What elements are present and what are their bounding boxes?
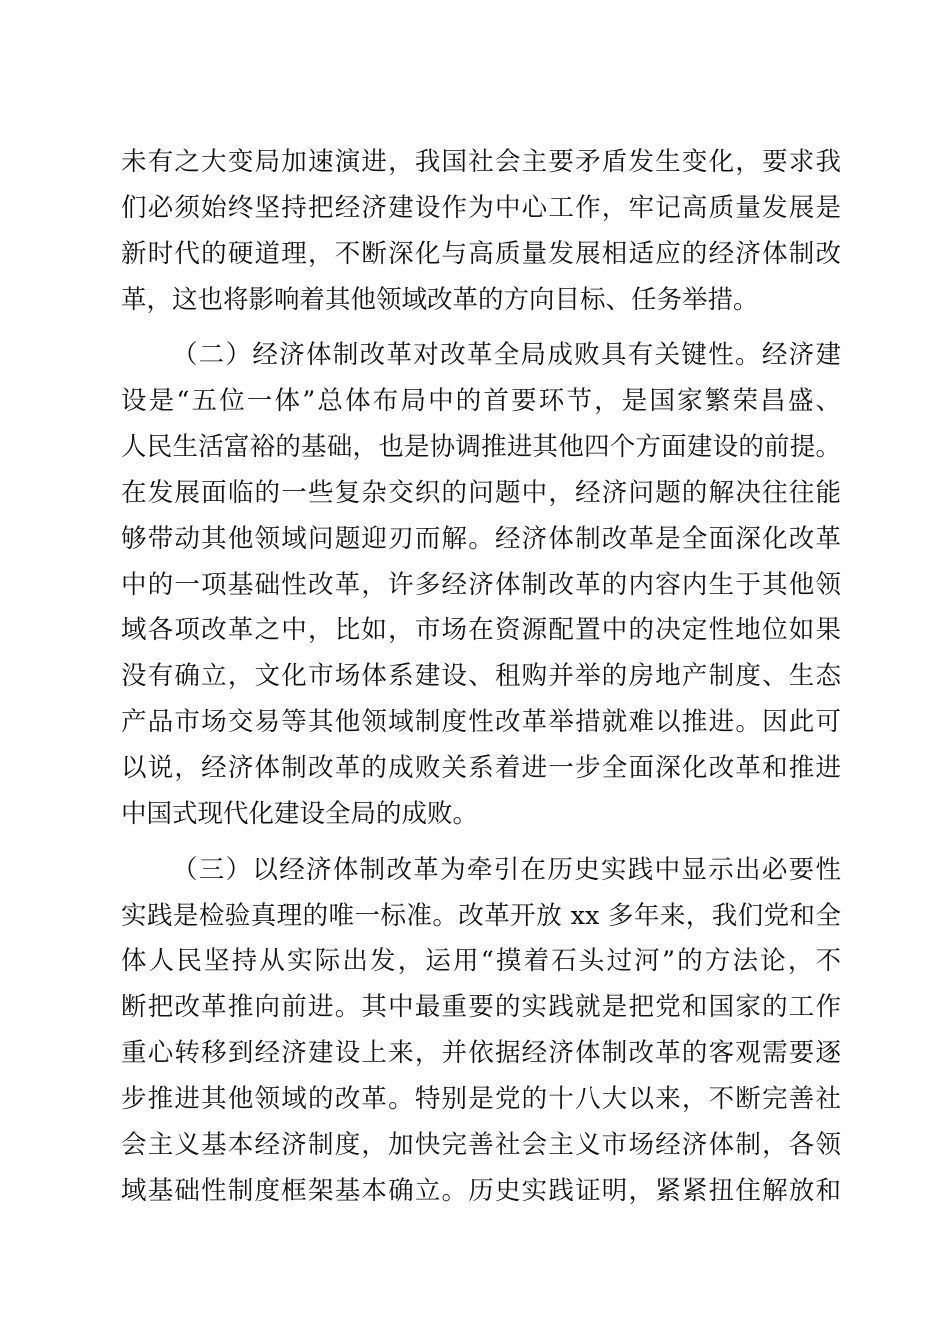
section-heading-line: （三）以经济体制改革为牵引在历史实践中显示出必要性 <box>172 854 841 885</box>
text-line: 没有确立，文化市场体系建设、租购并举的房地产制度、生态 <box>121 661 841 692</box>
text-line: 重心转移到经济建设上来，并依据经济体制改革的客观需要逐 <box>121 1038 841 1069</box>
text-line: 步推进其他领域的改革。特别是党的十八大以来，不断完善社 <box>121 1083 841 1114</box>
text-line: 人民生活富裕的基础，也是协调推进其他四个方面建设的前提。 <box>121 432 841 463</box>
text-line: 够带动其他领域问题迎刃而解。经济体制改革是全面深化改革 <box>121 523 841 554</box>
text-line: 们必须始终坚持把经济建设作为中心工作，牢记高质量发展是 <box>121 192 841 223</box>
text-line: 会主义基本经济制度，加快完善社会主义市场经济体制，各领 <box>121 1129 841 1160</box>
text-line: 新时代的硬道理，不断深化与高质量发展相适应的经济体制改 <box>121 238 841 269</box>
text-line: 设是“五位一体”总体布局中的首要环节，是国家繁荣昌盛、 <box>121 386 841 417</box>
text-line: 未有之大变局加速演进，我国社会主要矛盾发生变化，要求我 <box>121 147 841 177</box>
text-line: 革，这也将影响着其他领域改革的方向目标、任务举措。 <box>121 284 759 315</box>
body-text <box>121 140 841 1214</box>
text-line: 域各项改革之中，比如，市场在资源配置中的决定性地位如果 <box>121 615 841 646</box>
text-line: 实践是检验真理的唯一标准。改革开放 xx 多年来，我们党和全 <box>121 900 841 931</box>
text-line: 中国式现代化建设全局的成败。 <box>121 798 479 829</box>
text-line: 以说，经济体制改革的成败关系着进一步全面深化改革和推进 <box>121 752 841 783</box>
text-line: 域基础性制度框架基本确立。历史实践证明，紧紧扭住解放和 <box>121 1175 841 1206</box>
text-line: 产品市场交易等其他领域制度性改革举措就难以推进。因此可 <box>121 707 841 738</box>
text-line: 断把改革推向前进。其中最重要的实践就是把党和国家的工作 <box>121 992 841 1023</box>
text-line: 体人民坚持从实际出发，运用“摸着石头过河”的方法论，不 <box>121 946 841 977</box>
section-heading-line: （二）经济体制改革对改革全局成败具有关键性。经济建 <box>172 340 841 371</box>
text-line: 在发展面临的一些复杂交织的问题中，经济问题的解决往往能 <box>121 477 841 508</box>
text-line: 中的一项基础性改革，许多经济体制改革的内容内生于其他领 <box>121 569 841 600</box>
